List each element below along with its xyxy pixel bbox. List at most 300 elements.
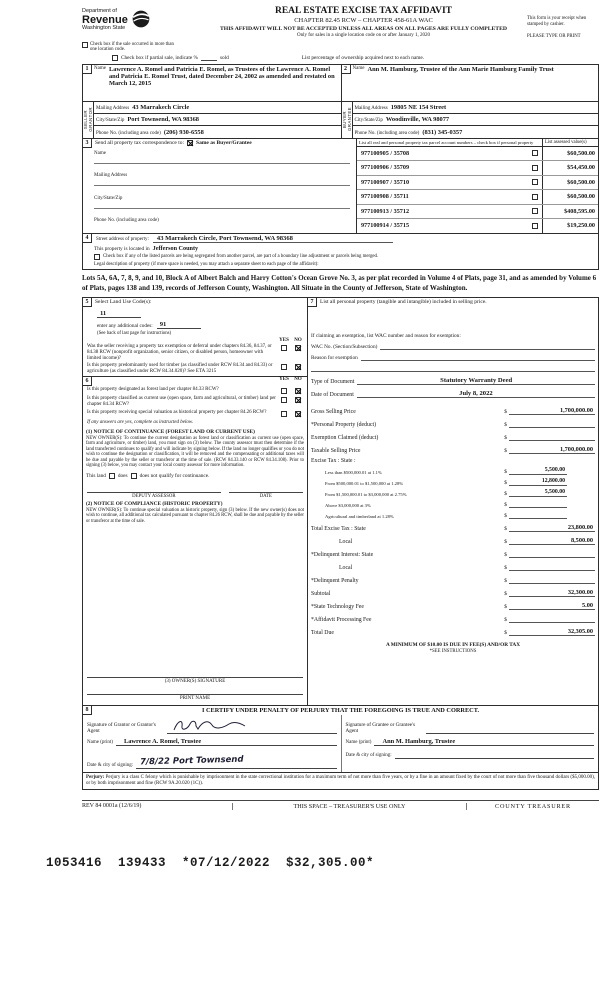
parcel-row [357,190,598,204]
exemption-intro: If claiming an exemption, list WAC number and reason for exemption: [311,333,461,339]
multi-location-label: Check box if the sale occurred in more than one location code. [90,41,174,52]
does-qualify-checkbox[interactable] [109,473,115,479]
perjury-notice [82,772,599,790]
seller-address-row [94,102,341,114]
partial-sale-percent-field[interactable] [201,55,217,61]
reason-for-exemption-field[interactable] [361,354,595,361]
certification-section [82,705,599,773]
currency-symbol: $ [504,469,507,475]
delinquent-local-label: Local [339,565,353,571]
ownership-note: List percentage of ownership acquired next to each name. [301,54,425,61]
land-use-section [82,297,308,377]
street-address-label: Street address of property: [96,236,149,242]
currency-symbol: $ [504,617,507,623]
yes-no-header [277,377,307,382]
exemption-deferral-text: Was the seller receiving a property tax exemption or deferral under chapters 84.36, 84.37, or 84.38 RCW (nonprofit organization, senior citizen, or disabled person, homeowner with limited income)? [87,344,272,361]
assessed-values-header: List assessed value(s) [542,139,598,146]
rate-3-field[interactable] [509,500,567,508]
does-label: does [117,472,128,479]
gross-selling-price-row [308,402,598,415]
buyer-phone-field[interactable]: (831) 345-0357 [422,129,463,137]
property-address-section [82,233,599,271]
subtotal-label: Subtotal [311,591,331,597]
parcel-row [357,147,598,161]
buyer-role-label-2: GRANTEE [346,107,352,132]
section2-number: 2 [342,65,351,74]
exemption-deferral-question [83,343,307,362]
name-print-label: Name (print) [345,740,372,746]
additional-codes-label: enter any additional codes: [97,323,153,329]
grantor-signature-label: Signature of Grantor or Grantor's Agent [87,722,156,734]
buyer-citystatezip-field[interactable]: Woodinville, WA 98077 [385,116,450,124]
segregated-label: Check box if any of the listed parcels are being segregated from another parcel, are part of a boundary line adjustment or parcels being merged. [103,254,379,259]
if-yes-note: If any answers are yes, complete as instructed below. [87,419,194,425]
certification-header [83,706,598,715]
grantor-date-city-handwriting: 7/8/22 Port Townsend [139,755,244,768]
state-technology-fee-label: *State Technology Fee [311,604,364,610]
historic-property-no-checkbox[interactable] [295,411,301,417]
left-column [82,298,308,706]
name-print-label: Name (print) [87,740,113,746]
continuance-qualify-row [86,473,304,479]
taxable-selling-price-row [308,441,598,454]
currency-symbol: $ [504,539,507,545]
logo-revenue-line: Revenue [82,13,128,26]
form-header [82,6,599,40]
correspondence-citystatezip-field[interactable]: City/State/Zip [94,196,350,209]
classification-header [83,377,307,386]
total-due-row [308,623,598,636]
county-field[interactable]: Jefferson County [152,244,199,252]
no-header-label: NO [294,338,302,343]
certify-statement: I CERTIFY UNDER PENALTY OF PERJURY THAT THE FOREGOING IS TRUE AND CORRECT. [201,707,480,714]
historic-property-question [83,409,307,418]
form-revision-number: REV 84 0001a (12/6/19) [82,803,142,810]
continuance-notice-title: (1) NOTICE OF CONTINUANCE (FOREST LAND OR CURRENT USE) [86,428,255,435]
parties-section [82,64,599,139]
rate-3-row [308,497,598,508]
total-due-label: Total Due [311,630,334,636]
county-treasurer-label: COUNTY TREASURER [495,803,571,811]
grantee-signature-label: Signature of Grantee or Grantee's Agent [345,722,415,734]
assessed-value: $408,595.00 [542,205,598,218]
exemption-claimed-field[interactable] [509,433,595,441]
parcel-table-header [357,139,598,147]
right-column [308,298,599,706]
document-date-field[interactable]: July 8, 2022 [357,390,595,398]
affidavit-form [82,6,599,810]
delinquent-interest-label: *Delinquent Interest: State [311,552,374,558]
sold-label: sold [219,54,229,61]
personal-property-checkbox[interactable] [532,150,538,156]
taxable-label: Taxable Selling Price [311,448,361,454]
seller-fields [94,102,341,138]
land-use-label: Select Land Use Code(s): [95,299,152,305]
selling-price-section [307,297,599,706]
land-use-code-field[interactable]: 11 [97,310,141,318]
rate-1-1-label: Less than $500,000.01 at 1.1% [325,470,382,475]
grantor-name-print-row [87,738,337,746]
buyer-role-strip [342,102,353,138]
seller-body [83,102,341,138]
title-block [200,6,527,40]
rate-1-1-field[interactable]: 5,500.00 [509,467,567,475]
document-type-label: Type of Document [311,379,355,385]
segregated-row [94,254,598,260]
legal-description-label-row [94,262,598,268]
buyer-section [341,65,599,138]
subtotal-field[interactable]: 32,300.00 [509,589,595,597]
delinquent-penalty-field[interactable] [509,576,595,584]
currency-symbol: $ [504,630,507,636]
partial-sale-label: Check box if partial sale, indicate % [121,54,198,61]
buyer-citystatezip-row [353,114,599,126]
continuance-notice-body: NEW OWNER(S): To continue the current designation as forest land or classification as current use (open space, farm and agriculture, or timber) land, you must sign on (3) below. The county assessor must then determine if the land transferred continues to qualify and will indicate by signing below. If the land no longer qualifies or you do not wish to continue the designation or classification, it will be removed and the compensating or additional taxes will be due and payable by the seller or transferor at the time of sale. (RCW 84.33.140 or RCW 84.34.108). Prior to signing (3) below, you may contact your local county assessor for more information. [86,435,304,469]
seller-citystatezip-row [94,114,341,126]
section8-number: 8 [83,706,92,715]
currency-symbol: $ [504,502,507,508]
multi-location-row [82,42,599,53]
buyer-fields [353,102,599,138]
treasurer-use-only-label: THIS SPACE – TREASURER'S USE ONLY [232,803,467,810]
delinquent-penalty-row [308,571,598,584]
grantor-date-city-row [87,750,337,769]
does-not-qualify-checkbox[interactable] [131,473,137,479]
signature-columns [83,715,598,772]
section4-number: 4 [83,234,92,243]
type-or-print-note: PLEASE TYPE OR PRINT [527,34,581,39]
rate-3-label: Above $3,000,000 at 3% [325,503,371,508]
seller-citystatezip-field[interactable]: Port Townsend, WA 98368 [127,116,199,124]
see-instructions-note: *SEE INSTRUCTIONS [429,649,477,654]
section1-number: 1 [83,65,92,74]
state-technology-fee-row [308,597,598,610]
correspondence-address-field[interactable]: Mailing Address [94,173,350,186]
land-use-code-row [97,310,307,318]
rate-1-1-row [308,464,598,475]
minimum-due-note: A MINIMUM OF $10.00 IS DUE IN FEE(S) AND/OR TAX [385,642,521,648]
classification-section [82,376,308,706]
section3-number: 3 [83,139,92,148]
buyer-phone-label: Phone No. (including area code) [354,130,420,136]
assessed-value: $54,450.00 [542,161,598,174]
logo-dept-line: Department of [82,8,117,14]
compliance-notice-title: (2) NOTICE OF COMPLIANCE (HISTORIC PROPERTY) [86,500,223,507]
deputy-assessor-row [87,492,303,499]
rate-2-75-field[interactable]: 5,500.00 [509,489,567,497]
currency-symbol: $ [504,480,507,486]
seller-role-label-1: SELLER [83,109,88,130]
parcel-table [356,139,598,233]
total-excise-state-field[interactable]: 23,800.00 [509,524,595,532]
personal-property-label: List all personal property (tangible and intangible) included in selling price. [320,299,487,305]
this-land-label: This land [86,472,106,479]
middle-columns [82,298,599,706]
correspondence-name-field[interactable]: Name [94,151,350,164]
document-date-row [311,390,595,398]
rate-2-75-label: From $1,500,000.01 to $3,000,000 at 2.75% [325,492,407,497]
does-not-label: does not qualify for continuance. [139,472,210,479]
land-use-header [83,298,307,307]
timber-agriculture-yes-checkbox[interactable] [281,364,287,370]
timber-agriculture-no-checkbox[interactable] [295,364,301,370]
currency-symbol: $ [504,552,507,558]
parcel-row [357,161,598,175]
seller-address-field[interactable]: 43 Marrakech Circle [132,104,190,112]
forest-land-text: Is this property designated as forest land per chapter 84.33 RCW? [87,386,219,392]
delinquent-penalty-label: *Delinquent Penalty [311,578,359,584]
parcel-row [357,219,598,232]
assessed-value: $60,500.00 [542,190,598,203]
personal-property-checkbox[interactable] [532,223,538,229]
chapter-line: CHAPTER 82.45 RCW – CHAPTER 458-61A WAC [294,17,433,24]
buyer-name-field[interactable]: Ann M. Hamburg, Trustee of the Ann Marie Hamburg Family Trust [367,65,554,73]
reason-label: Reason for exemption [311,355,358,361]
seller-address-label: Mailing Address [96,105,130,111]
additional-codes-field[interactable]: 91 [157,321,201,329]
compliance-notice-body: NEW OWNER(S): To continue special valuation as historic property, sign (3) below. If the new owner(s) does not wish to continue, all additional tax calculated pursuant to chapter 84.26 RCW, shall be due and payable by the seller or transferor at the time of sale. [86,507,304,524]
assessed-value: $60,500.00 [542,147,598,160]
buyer-citystatezip-label: City/State/Zip [354,117,383,123]
currency-symbol: $ [504,409,507,415]
total-due-field[interactable]: 32,305.00 [509,628,595,636]
assessed-value: $19,250.00 [542,219,598,232]
section7-number: 7 [308,298,317,307]
taxable-selling-price-field[interactable]: 1,700,000.00 [509,446,595,454]
buyer-body [342,102,599,138]
gross-selling-price-field[interactable]: 1,700,000.00 [509,407,595,415]
grantee-signature-row [346,717,595,734]
grantor-signature-column [83,715,341,772]
buyer-phone-row [353,126,599,138]
reason-for-exemption-field-line2[interactable] [311,365,595,372]
grantee-date-city-row [346,750,595,759]
forest-land-yes-checkbox[interactable] [281,388,287,394]
print-name-line[interactable]: PRINT NAME [87,694,303,701]
deputy-assessor-signature-line[interactable]: DEPUTY ASSESSOR [87,492,221,499]
current-use-yes-checkbox[interactable] [281,397,287,403]
street-address-field[interactable]: 43 Marrakech Circle, Port Townsend, WA 98368 [153,235,393,243]
partial-sale-row [112,55,599,61]
assessed-value: $60,500.00 [542,176,598,189]
section5-number: 5 [83,298,92,307]
form-title: REAL ESTATE EXCISE TAX AFFIDAVIT [274,6,453,16]
legal-description-label: Legal description of property (if more space is needed, you may attach a separate sheet to each page of the affidavit): [94,261,319,267]
personal-property-deduct-field[interactable] [509,420,595,428]
owners-signature-line[interactable]: (3) OWNER(S) SIGNATURE [87,677,303,684]
agricultural-rate-field[interactable] [509,511,567,519]
currency-symbol: $ [504,448,507,454]
yes-header-label: YES [279,376,289,382]
reason-extra-row [311,365,595,372]
seller-name-row [83,65,341,102]
parcel-numbers-header: List all real and personal property tax parcel account numbers – check box if personal property [358,139,534,145]
legal-description-text: Lots 5A, 6A, 7, 8, 9, and 10, Block A of Albert Balch and Harry Cotton's Ocean Grove No. 3, as per plat recorded in Volume 4 of Plats, page 31, and as amended by Volume 6 of Plats, pages 138 and 139, records of Jefferson County, Washington. All Situate in the County of Jefferson, State of Washington. [82,274,597,292]
cashier-stamp: 1053416 139433 *07/12/2022 $32,305.00* [46,856,375,870]
historic-property-yes-checkbox[interactable] [281,411,287,417]
buyer-address-row [353,102,599,114]
buyer-name-cell [351,65,599,101]
exemption-claimed-label: Exemption Claimed (deduct) [311,435,379,441]
delinquent-interest-row [308,545,598,558]
wac-number-field[interactable] [380,343,595,350]
tax-correspondence-section [82,138,599,234]
personal-property-field[interactable] [308,307,598,331]
perjury-label: Perjury: [86,775,105,781]
multi-location-checkbox[interactable] [82,42,88,48]
segregated-parcels-checkbox[interactable] [94,254,100,260]
historic-property-text: Is this property receiving special valuation as historical property per chapter 84.26 RCW? [87,409,267,415]
buyer-address-label: Mailing Address [354,105,388,111]
correspondence-header [83,139,356,148]
money-table [308,402,598,636]
seller-role-strip [83,102,94,138]
buyer-role-label-1: BUYER [341,110,347,129]
parcel-row [357,205,598,219]
grantee-name-print-row [346,738,595,746]
delinquent-local-field[interactable] [509,563,595,571]
see-back-note: (See back of last page for instructions) [97,331,172,336]
property-located-label: This property is located in [94,245,150,252]
currency-symbol: $ [504,591,507,597]
personal-deduct-label: *Personal Property (deduct) [311,422,377,428]
excise-tax-state-label: Excise Tax : State : [311,458,356,464]
affidavit-processing-fee-label: *Affidavit Processing Fee [311,617,372,623]
seller-name-field[interactable]: Lawrence A. Romel and Patricia E. Romel, as Trustees of the Lawrence A. Romel and Patricia E. Romel Trust, dated December 24, 2002 as amended and restated on March 12, 2015 [108,65,335,88]
only-for-line: Only for sales in a single location code on or after January 1, 2020 [296,33,431,38]
exemption-deferral-no-checkbox[interactable] [295,345,301,351]
personal-property-deduct-row [308,415,598,428]
seller-section [83,65,341,138]
logo-state-line: Washington State [82,24,126,31]
currency-symbol: $ [504,513,507,519]
currency-symbol: $ [504,422,507,428]
rate-2-75-row [308,486,598,497]
form-footer [82,800,599,810]
wac-row [311,343,595,350]
correspondence-phone-field[interactable]: Phone No. (including area code) [94,218,159,224]
subtotal-row [308,584,598,597]
gross-label: Gross Selling Price [311,409,356,415]
document-type-row [311,377,595,385]
rate-1-28-field[interactable]: 12,800.00 [509,478,567,486]
seller-phone-row [94,126,341,138]
personal-property-checkbox[interactable] [532,208,538,214]
currency-symbol: $ [504,526,507,532]
delinquent-interest-field[interactable] [509,550,595,558]
reason-row [311,354,595,361]
seller-name-cell [92,65,341,101]
deputy-assessor-date-line[interactable]: DATE [229,492,303,499]
currency-symbol: $ [504,578,507,584]
property-located-row [94,245,598,252]
personal-property-header [308,298,598,307]
personal-property-checkbox[interactable] [532,194,538,200]
seller-phone-field[interactable]: (206) 930-6558 [163,129,204,137]
grantee-date-city-field[interactable] [395,750,594,759]
additional-codes-row [97,321,307,329]
delinquent-local-row [308,558,598,571]
grantor-name-print-field[interactable]: Lawrence A. Romel, Trustee [116,738,337,746]
currency-symbol: $ [504,565,507,571]
currency-symbol: $ [504,491,507,497]
currency-symbol: $ [504,604,507,610]
receipt-note: This form is your receipt when stamped by cashier. [527,16,587,27]
grantee-signature-column [341,715,599,772]
grantor-signature-field[interactable] [167,719,337,734]
dor-logo [82,6,200,40]
header-right-notes [527,6,599,40]
grantor-date-city-field[interactable] [136,750,336,769]
no-header-label: NO [294,376,302,382]
parcel-number: 977100907 / 35710 [360,178,410,186]
affidavit-processing-fee-field[interactable] [509,615,595,623]
timber-agriculture-question [83,362,307,376]
same-as-buyer-checkbox[interactable] [187,140,193,146]
correspondence-left [83,139,356,233]
seller-citystatezip-label: City/State/Zip [96,117,125,123]
parcel-number: 977100905 / 35708 [360,149,410,157]
partial-sale-checkbox[interactable] [112,55,118,61]
total-excise-state-row [308,519,598,532]
dor-swoosh-icon [131,9,151,29]
parcel-number: 977100913 / 35712 [360,207,410,215]
current-use-question [83,395,307,409]
street-address-row [83,234,598,243]
buyer-name-label: Name [352,65,365,71]
currency-symbol: $ [504,435,507,441]
perjury-body: Perjury is a class C felony which is punishable by imprisonment in the state correctional institution for a maximum term of not more than five years, or by a fine in an amount fixed by the court of not more than five thousand dollars ($5,000.00), or by both imprisonment and fine (RCW 9A.20.020 (1C)). [86,775,595,787]
exemption-deferral-yes-checkbox[interactable] [281,345,287,351]
parcel-number: 977100906 / 35709 [360,164,410,172]
document-date-label: Date of Document [311,392,354,398]
timber-agriculture-text: Is this property predominantly used for timber (as classified under RCW 84.34 and 84.33) or agriculture (as classified under RCW 84.34.020)? See ETA 3215 [87,363,273,375]
personal-property-checkbox[interactable] [532,179,538,185]
seller-name-label: Name [94,65,106,71]
state-technology-fee-field[interactable]: 5.00 [509,602,595,610]
parcel-number: 977100914 / 35715 [360,222,410,230]
buyer-address-field[interactable]: 19805 NE 154 Street [390,104,447,112]
exemption-claimed-row [308,428,598,441]
local-tax-row [308,532,598,545]
local-tax-label: Local [339,539,353,545]
yes-header-label: YES [279,338,289,343]
forest-land-question [83,386,307,395]
local-tax-field[interactable]: 8,500.00 [509,537,595,545]
forest-land-no-checkbox[interactable] [295,388,301,394]
warning-line: THIS AFFIDAVIT WILL NOT BE ACCEPTED UNLESS ALL AREAS ON ALL PAGES ARE FULLY COMPLETED [220,26,507,32]
rate-1-28-label: From $500,000.01 to $1,500,000 at 1.28% [325,481,404,486]
correspondence-fields [83,148,356,233]
current-use-no-checkbox[interactable] [295,397,301,403]
grantor-signature-scribble [171,717,249,735]
grantee-signature-field[interactable] [426,719,595,734]
same-as-buyer-label: Same as Buyer/Grantee [196,140,252,146]
rate-1-28-row [308,475,598,486]
buyer-name-row [342,65,599,102]
affidavit-processing-fee-row [308,610,598,623]
section6-number: 6 [83,377,92,386]
personal-property-checkbox[interactable] [532,165,538,171]
seller-role-label-2: GRANTOR [88,107,93,132]
excise-tax-state-row [308,454,598,464]
agricultural-rate-row [308,508,598,519]
grantor-signature-row [87,717,337,734]
grantee-name-print-field[interactable]: Ann M. Hamburg, Trustee [374,738,594,746]
parcel-number: 977100908 / 35711 [360,193,409,201]
total-excise-state-label: Total Excise Tax : State [311,526,366,532]
document-type-field[interactable]: Statutory Warranty Deed [357,377,595,385]
